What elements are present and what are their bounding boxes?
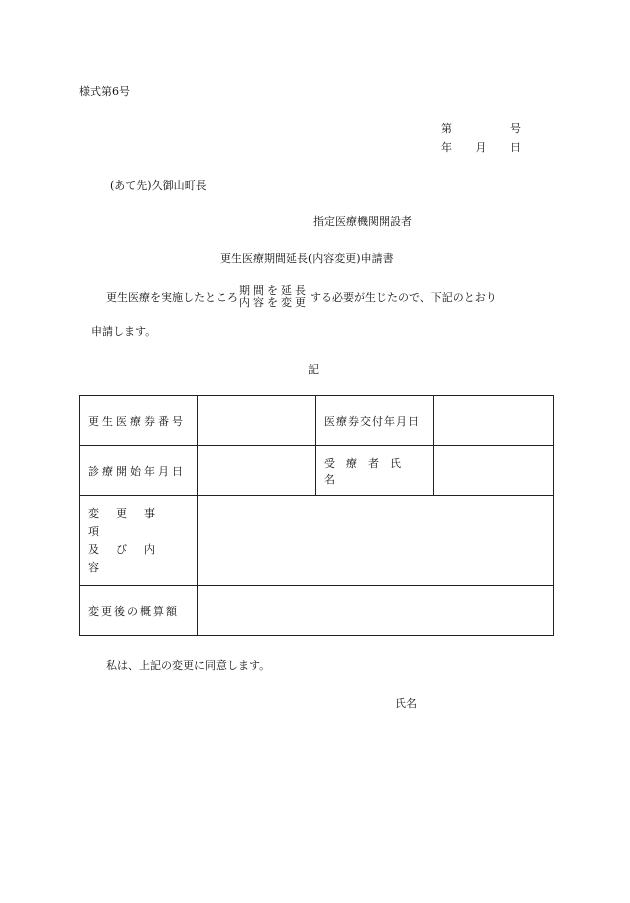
document-number [441,120,521,136]
option-change-content: 内容を変更 [239,296,309,309]
body-after: する必要が生じたので、下記のとおり [310,291,497,304]
label-change-items [80,496,198,586]
ki-heading: 記 [308,363,319,376]
date-day: 日 [510,141,521,154]
label-treatment-start-date: 診療開始年月日 [80,446,198,496]
value-treatment-start-date[interactable] [198,446,316,496]
value-patient-name[interactable] [434,446,554,496]
doc-no-prefix: 第 [441,122,452,135]
value-estimated-amount[interactable] [198,586,554,636]
addressee: (あて先)久御山町長 [110,179,207,192]
date-line [441,139,521,155]
table-row [80,496,554,586]
consent-text: 私は、上記の変更に同意します。 [106,659,271,672]
applicant-title: 指定医療機関開設者 [313,215,412,228]
body-before: 更生医療を実施したところ [106,291,238,304]
document-title: 更生医療期間延長(内容変更)申請書 [220,252,394,265]
option-extend-period: 期間を延長 [239,284,309,297]
value-change-items[interactable] [198,496,554,586]
label-change-items-line1: 変更事項 [88,506,172,538]
date-month: 月 [475,141,487,154]
label-change-items-line2: 及び内容 [88,542,172,574]
application-table [79,395,554,636]
doc-no-suffix: 号 [510,122,521,135]
table-row [80,586,554,636]
signature-label: 氏名 [395,697,417,710]
form-number: 様式第6号 [79,85,130,98]
label-estimated-amount: 変更後の概算額 [80,586,198,636]
body-options [239,285,309,309]
table-row [80,446,554,496]
body-paragraph [106,285,497,309]
date-year: 年 [441,141,452,154]
value-medical-ticket-no[interactable] [198,396,316,446]
value-ticket-issue-date[interactable] [434,396,554,446]
label-medical-ticket-no: 更生医療券番号 [80,396,198,446]
body-line-2: 申請します。 [91,325,157,338]
label-ticket-issue-date: 医療券交付年月日 [316,396,434,446]
table-row [80,396,554,446]
label-patient-name: 受療者氏名 [316,446,434,496]
